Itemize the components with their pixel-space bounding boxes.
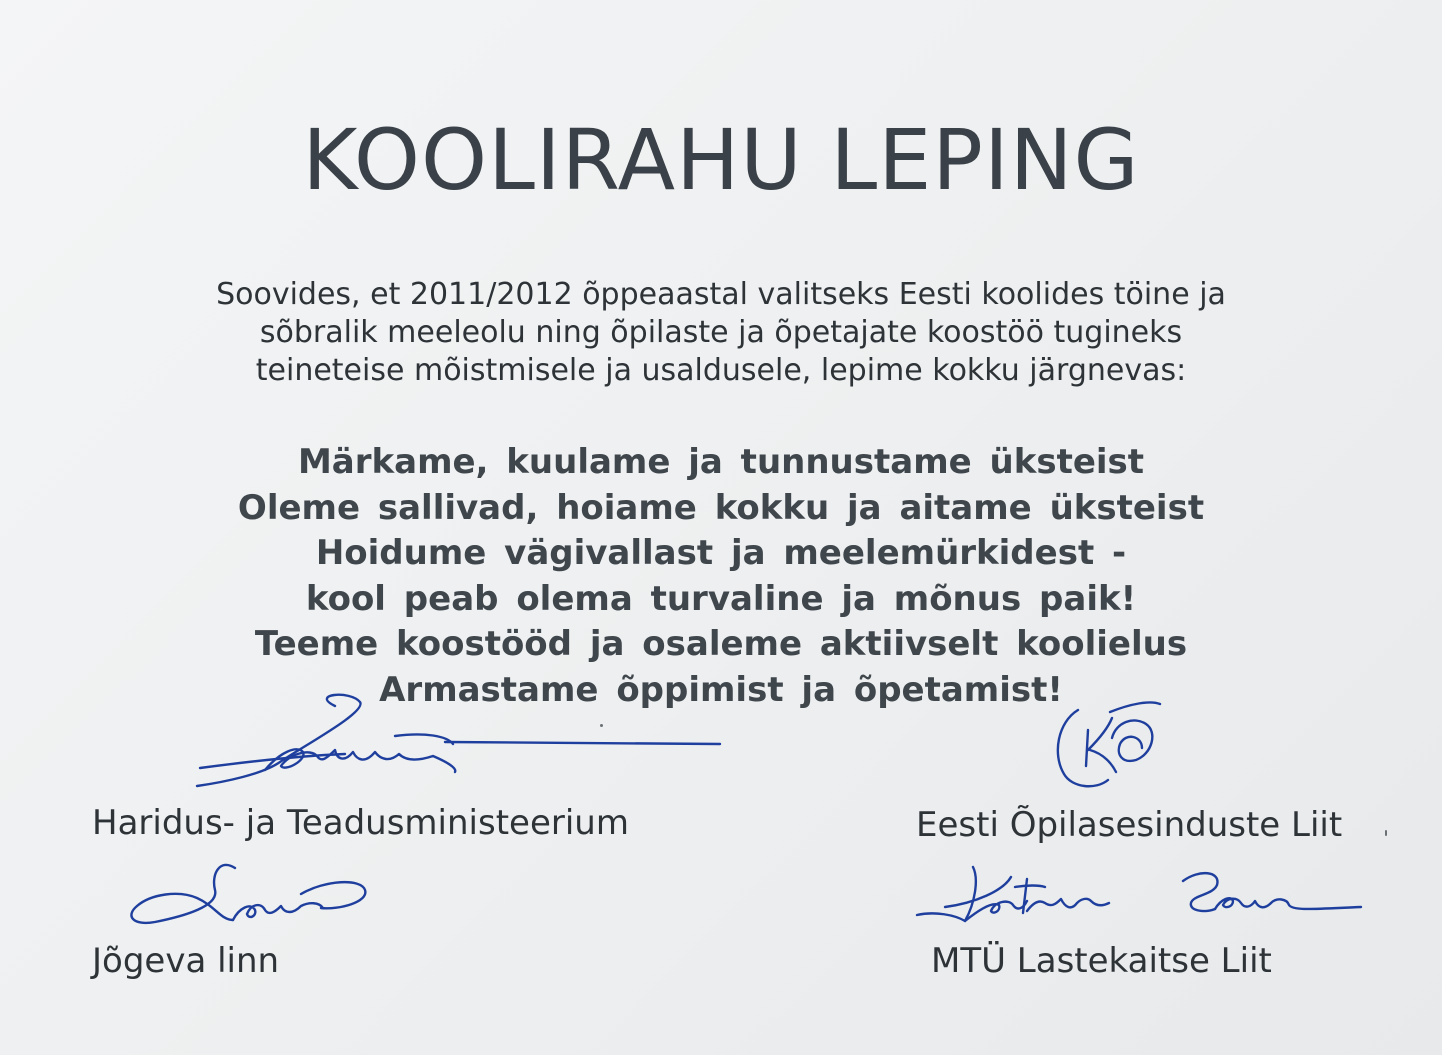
paper-speck [1385, 830, 1387, 836]
intro-paragraph [0, 276, 1442, 390]
signatory-student-union: Eesti Õpilasesinduste Liit [916, 805, 1343, 845]
signatory-town: Jõgeva linn [92, 941, 280, 981]
signatory-child-protection: MTÜ Lastekaitse Liit [931, 941, 1272, 981]
pledge-line: Teeme koostööd ja osaleme aktiivselt koolielus [254, 624, 1188, 664]
pledge-list [0, 440, 1442, 713]
document-title: KOOLIRAHU LEPING [302, 111, 1140, 209]
pledge-line: Oleme sallivad, hoiame kokku ja aitame üksteist [237, 487, 1205, 528]
signatory-ministry: Haridus- ja Teadusministeerium [92, 803, 629, 843]
ministry-signature [185, 690, 735, 800]
town-signature [125, 850, 375, 945]
student-union-signature [1050, 688, 1180, 798]
paper-speck [600, 724, 603, 727]
intro-line: teineteise mõistmisele ja usaldusele, lepime kokku järgnevas: [255, 353, 1187, 388]
intro-line: Soovides, et 2011/2012 õppeaastal valitseks Eesti koolides töine ja [216, 277, 1226, 312]
child-protection-signature [915, 855, 1375, 935]
pledge-line: Märkame, kuulame ja tunnustame üksteist [297, 442, 1145, 482]
pledge-line: kool peab olema turvaline ja mõnus paik! [305, 578, 1137, 619]
intro-line: sõbralik meeleolu ning õpilaste ja õpetajate koostöö tugineks [259, 315, 1183, 350]
pledge-line: Hoidume vägivallast ja meelemürkidest - [315, 533, 1127, 573]
pledge-line: Armastame õppimist ja õpetamist! [379, 669, 1063, 710]
